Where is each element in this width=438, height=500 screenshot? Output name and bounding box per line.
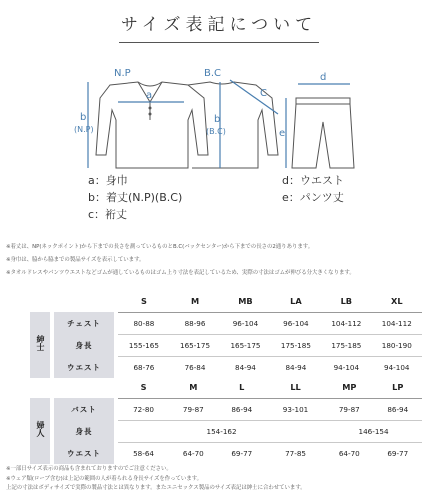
mens-gender-text: 紳士 — [36, 335, 45, 351]
mens-cell: 155-165 — [116, 334, 170, 356]
womens-gender-label — [30, 398, 52, 464]
legend-a: a：身巾 — [88, 174, 128, 187]
footnote-item: ※ウェア類(ローブ含む)は上記の範囲の人が着られる身長サイズを作っています。 — [6, 475, 203, 482]
np-label: N.P — [114, 68, 131, 79]
womens-cell: 79-87 — [169, 398, 217, 420]
note-item: ※身巾は、脇から脇までの製品サイズを表示しています。 — [6, 257, 145, 263]
footnote-item: 上記の寸法はボディサイズで実際の製品寸法とは異なります。またユニセックス製品のサイズ表記は紳士に合わせています。 — [6, 485, 306, 491]
mens-cell: 96-104 — [220, 312, 270, 334]
womens-cell: 58-64 — [116, 442, 169, 464]
mens-size-header: XL — [391, 295, 403, 306]
d-label: d — [320, 72, 327, 83]
legend-c: c：裄丈 — [88, 208, 128, 221]
mens-row-label-height: 身長 — [52, 334, 116, 356]
womens-row-label-waist: ウエスト — [52, 442, 116, 464]
womens-cell: 64-70 — [325, 442, 373, 464]
womens-size-header: M — [189, 381, 198, 392]
womens-cell: 69-77 — [374, 442, 422, 464]
pants-outline — [292, 98, 354, 168]
mens-cell: 76-84 — [170, 356, 220, 378]
a-label: a — [146, 90, 153, 101]
womens-cell: 79-87 — [325, 398, 373, 420]
mens-cell: 175-185 — [321, 334, 371, 356]
womens-cell: 86-94 — [374, 398, 422, 420]
notes — [6, 241, 436, 280]
womens-row-label-bust: バスト — [52, 398, 116, 420]
womens-cell: 72-80 — [116, 398, 169, 420]
legend-left — [88, 172, 182, 223]
mens-cell: 180-190 — [372, 334, 422, 356]
mens-cell: 84-94 — [271, 356, 321, 378]
note-item: ※タオルドレスやパンツウエストなどゴムが通しているものはゴム上り寸法を表記しているため、実際の寸法はゴムが伸びる分大きくなります。 — [6, 270, 355, 276]
mens-size-header: M — [190, 295, 200, 306]
legend-b: b：着丈(N.P)(B.C) — [88, 191, 183, 204]
legend-d: d：ウエスト — [282, 174, 344, 187]
b-np-label: (N.P) — [74, 125, 94, 134]
womens-gender-text: 婦人 — [36, 421, 45, 437]
womens-cell: 93-101 — [266, 398, 325, 420]
womens-cell: 64-70 — [169, 442, 217, 464]
mens-size-header: LA — [290, 295, 302, 306]
mens-row-label-waist: ウエスト — [52, 356, 116, 378]
womens-row-label-height: 身長 — [52, 420, 116, 442]
womens-size-header: LL — [290, 381, 301, 392]
title-block — [0, 0, 438, 56]
bc-label: B.C — [204, 68, 222, 79]
womens-cell: 69-77 — [218, 442, 266, 464]
mens-cell: 165-175 — [220, 334, 270, 356]
mens-cell: 175-185 — [271, 334, 321, 356]
mens-row-label-chest: チェスト — [52, 312, 116, 334]
mens-cell: 96-104 — [271, 312, 321, 334]
womens-cell: 86-94 — [218, 398, 266, 420]
mens-cell: 165-175 — [170, 334, 220, 356]
mens-size-header: MB — [238, 295, 253, 306]
legend-e: e：パンツ丈 — [282, 191, 344, 204]
mens-cell: 68-76 — [116, 356, 170, 378]
mens-cell: 104-112 — [321, 312, 371, 334]
mens-cell: 84-94 — [220, 356, 270, 378]
mens-cell: 94-104 — [372, 356, 422, 378]
note-item: ※着丈は、NP(ネックポイント)から下までの長さを測っているものとB.C(バックセンター)から下までの長さの2通りあります。 — [6, 244, 314, 250]
b-label: b — [80, 112, 87, 123]
mens-size-table — [30, 290, 422, 378]
page-title: サイズ表記について — [120, 15, 318, 35]
womens-size-header: S — [140, 381, 147, 392]
womens-cell-span: 146-154 — [325, 420, 422, 442]
womens-size-header: LP — [392, 381, 404, 392]
footnotes — [6, 465, 436, 494]
legend-right — [282, 172, 344, 206]
womens-size-header: L — [239, 381, 245, 392]
mens-gender-label — [30, 312, 52, 378]
womens-cell: 77-85 — [266, 442, 325, 464]
womens-size-table — [30, 376, 422, 464]
b-bc-label: b — [214, 114, 221, 125]
e-label: e — [279, 128, 286, 139]
mens-size-header: S — [140, 295, 147, 306]
mens-cell: 80-88 — [116, 312, 170, 334]
womens-size-header: MP — [342, 381, 357, 392]
mens-cell: 88-96 — [170, 312, 220, 334]
b-bc-paren-label: (B.C) — [206, 127, 226, 136]
mens-cell: 94-104 — [321, 356, 371, 378]
mens-cell: 104-112 — [372, 312, 422, 334]
mens-size-header: LB — [340, 295, 353, 306]
womens-cell-span: 154-162 — [116, 420, 325, 442]
title-underline — [119, 42, 319, 43]
c-label: C — [260, 88, 267, 99]
footnote-item: ※一部日サイズ表示の商品も含まれておりますのでご注意ください。 — [6, 466, 172, 472]
